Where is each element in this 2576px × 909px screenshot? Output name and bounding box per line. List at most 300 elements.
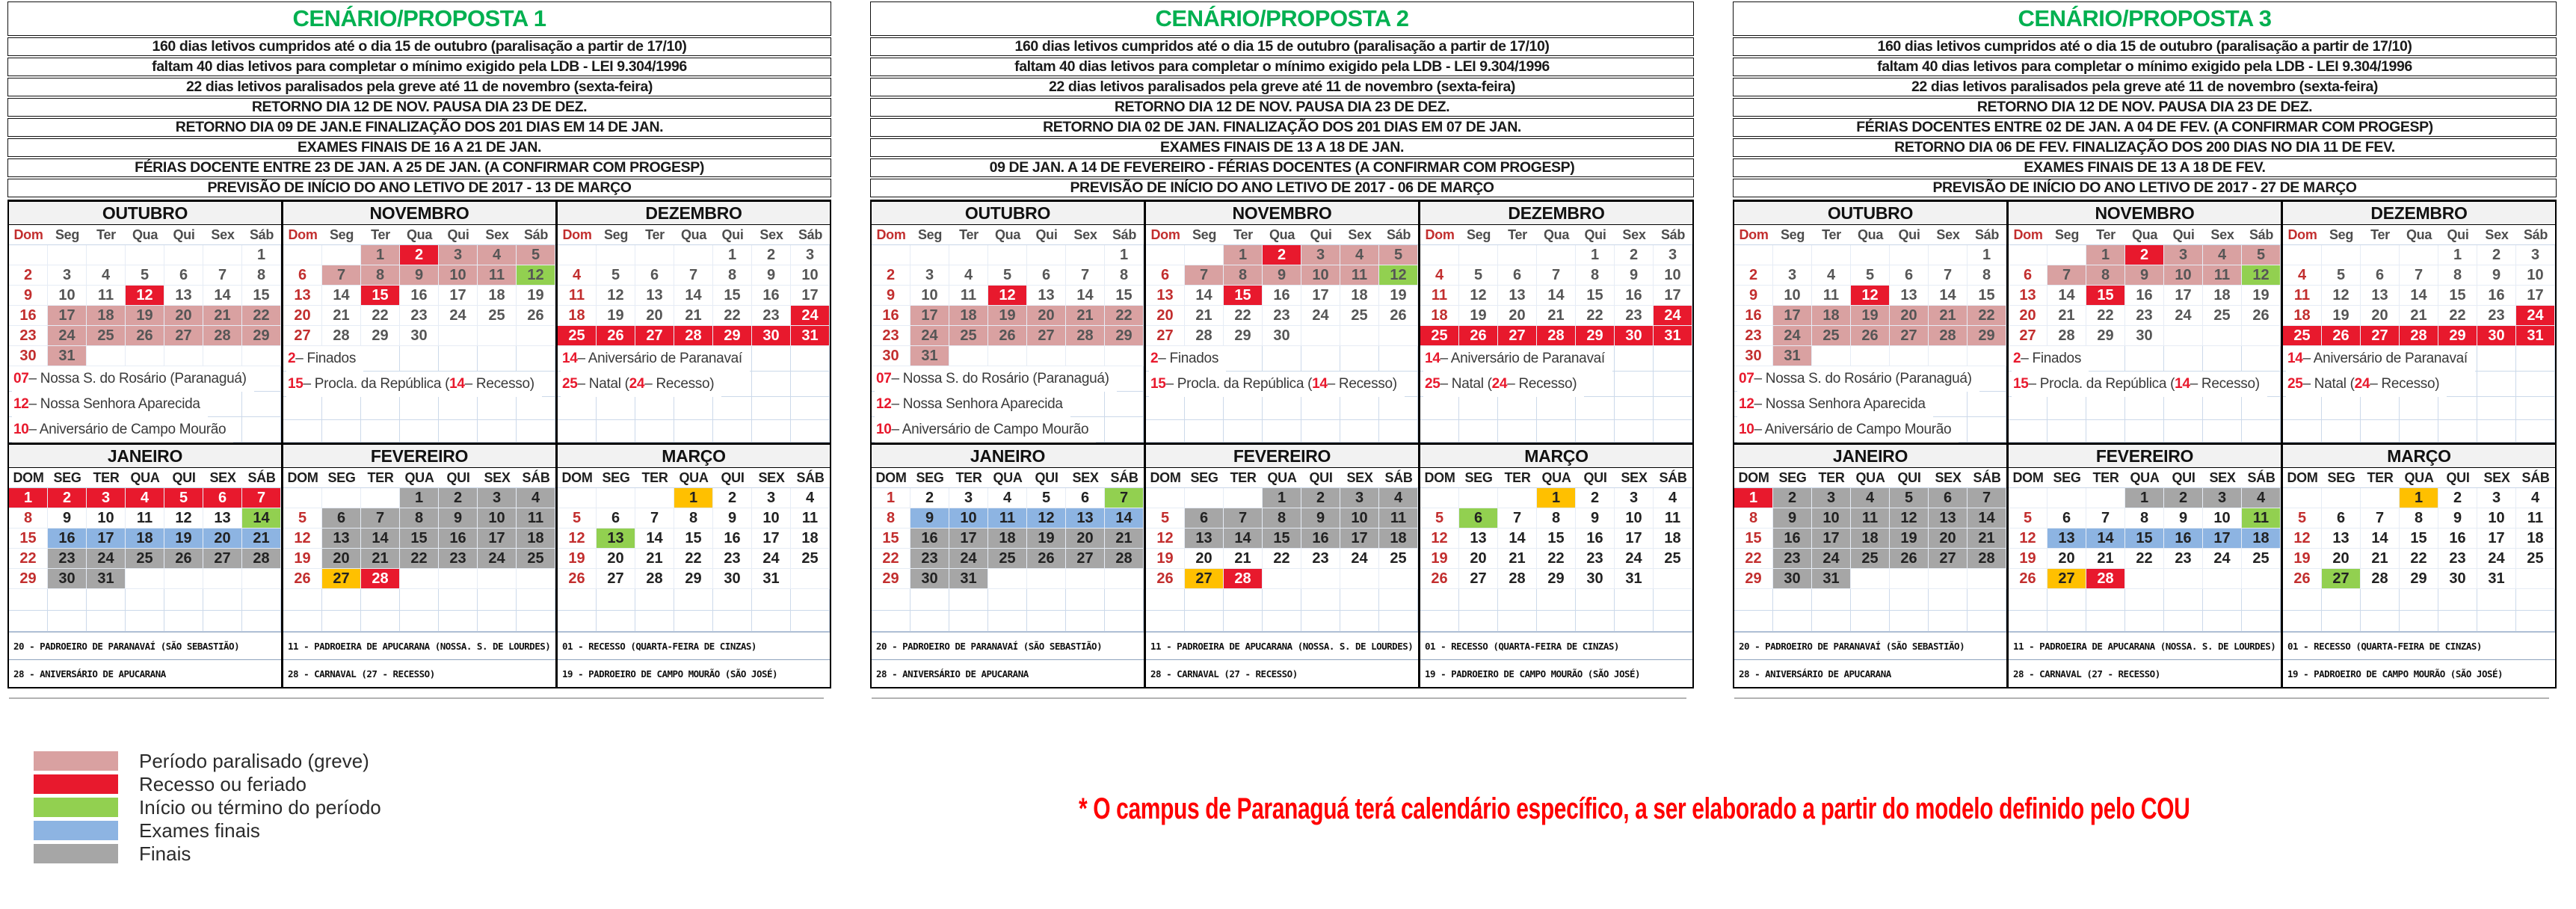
day-cell: 12	[1459, 286, 1498, 306]
weekday-header-cell: Dom	[2287, 227, 2317, 242]
day-cell: 20	[2322, 549, 2361, 569]
proposal-header-line: RETORNO DIA 12 DE NOV. PAUSA DIA 23 DE DEZ.	[1733, 98, 2557, 117]
day-cell: 22	[2125, 549, 2164, 569]
note-day-number: 24	[1491, 376, 1508, 392]
day-cell: 5	[1459, 265, 1498, 286]
month-note-row	[872, 366, 1144, 392]
day-cell	[283, 245, 322, 265]
month-footnote-text: 20 - PADROEIRO DE PARANAVAÍ (SÃO SEBASTIÃO)	[12, 632, 245, 659]
day-cell: 22	[242, 306, 281, 326]
note-text-fragment: – Procla. da República (	[1165, 376, 1313, 392]
weekday-header-cell: Ter	[1822, 227, 1841, 242]
calendar-week-row	[1146, 549, 1418, 569]
day-cell: 12	[2009, 529, 2047, 549]
grid-cell	[2047, 397, 2086, 420]
grid-cell	[517, 346, 555, 372]
day-cell: 19	[2283, 549, 2322, 569]
day-cell: 6	[597, 508, 635, 529]
legend-label: Início ou término do período	[139, 795, 381, 819]
day-cell: 12	[1890, 508, 1929, 529]
day-cell: 18	[2203, 286, 2242, 306]
calendar-row-oct-dec	[872, 202, 1692, 445]
grid-cell	[1890, 611, 1929, 632]
empty-grid-row	[558, 611, 830, 632]
day-cell: 6	[1890, 265, 1929, 286]
day-cell: 8	[1263, 508, 1301, 529]
empty-grid-row	[1734, 589, 2006, 611]
day-cell	[1459, 245, 1498, 265]
grid-cell	[1263, 589, 1301, 611]
calendar-row-oct-dec	[9, 202, 830, 445]
month-dezembro	[2281, 202, 2555, 443]
day-cell: 22	[674, 549, 713, 569]
day-cell	[2400, 245, 2438, 265]
day-cell	[1851, 245, 1890, 265]
month-grid	[283, 245, 555, 443]
day-cell: 31	[2477, 569, 2516, 589]
calendar-week-row	[872, 529, 1144, 549]
grid-cell	[1537, 420, 1576, 443]
day-cell: 16	[872, 306, 910, 326]
grid-cell	[635, 397, 674, 420]
note-day-number: 25	[562, 376, 578, 392]
month-note-row	[283, 372, 555, 397]
month-footnote-text: 11 - PADROEIRA DE APUCARANA (NOSSA. S. DE LOURDES)	[286, 632, 555, 659]
day-cell: 19	[1459, 306, 1498, 326]
day-cell: 27	[2322, 569, 2361, 589]
day-cell: 18	[1654, 529, 1692, 549]
day-cell: 26	[988, 326, 1027, 346]
day-cell: 2	[1576, 488, 1615, 508]
day-cell: 3	[1340, 488, 1379, 508]
day-cell: 6	[203, 488, 242, 508]
day-cell: 24	[1615, 549, 1654, 569]
grid-cell	[2477, 589, 2516, 611]
day-cell	[1066, 569, 1105, 589]
day-cell	[558, 488, 597, 508]
day-cell	[400, 569, 439, 589]
grid-cell	[1459, 420, 1498, 443]
day-cell: 16	[1734, 306, 1773, 326]
day-cell: 3	[1615, 488, 1654, 508]
note-text-fragment: – Aniversário de Campo Mourão	[28, 422, 227, 437]
proposal-header-line: RETORNO DIA 12 DE NOV. PAUSA DIA 23 DE DEZ.	[870, 98, 1694, 117]
day-cell	[439, 569, 478, 589]
grid-cell	[203, 392, 242, 417]
day-cell: 19	[1890, 529, 1929, 549]
day-cell: 15	[242, 286, 281, 306]
day-cell: 18	[988, 529, 1027, 549]
month-footnote-text: 19 - PADROEIRO DE CAMPO MOURÃO (SÃO JOSÉ)	[2286, 660, 2509, 687]
proposal-header-line: PREVISÃO DE INÍCIO DO ANO LETIVO DE 2017 - 06 DE MARÇO	[870, 179, 1694, 197]
month-março	[2281, 445, 2555, 687]
weekday-header-cell: Sáb	[523, 227, 549, 242]
weekday-header-cell: SÁB	[796, 469, 825, 485]
month-note-text	[286, 346, 363, 372]
grid-cell	[791, 397, 830, 420]
calendar-week-row	[283, 326, 555, 346]
grid-cell	[1420, 611, 1459, 632]
grid-cell	[988, 611, 1027, 632]
note-text-fragment: – Recesso)	[464, 376, 534, 392]
grid-cell	[2047, 589, 2086, 611]
day-cell: 16	[713, 529, 752, 549]
grid-cell	[2242, 346, 2281, 372]
grid-cell	[1773, 589, 1812, 611]
grid-cell	[2361, 420, 2400, 443]
calendar-week-row	[1420, 569, 1692, 589]
grid-cell	[558, 397, 597, 420]
month-janeiro	[872, 445, 1144, 687]
weekday-header-cell: Qua	[1857, 227, 1884, 242]
note-text-fragment: – Nossa Senhora Aparecida	[28, 396, 200, 412]
day-cell: 7	[1105, 488, 1144, 508]
day-cell: 8	[1734, 508, 1773, 529]
day-cell: 23	[1263, 306, 1301, 326]
weekday-header-cell: QUI	[1035, 469, 1059, 485]
day-cell: 2	[2164, 488, 2203, 508]
weekday-header-cell: Ter	[1233, 227, 1253, 242]
day-cell: 20	[1929, 529, 1968, 549]
grid-cell	[752, 346, 791, 372]
weekday-header-cell: Qua	[406, 227, 433, 242]
day-cell: 2	[439, 488, 478, 508]
month-note-row	[2009, 372, 2281, 397]
day-cell: 9	[439, 508, 478, 529]
month-outubro	[872, 202, 1144, 443]
month-title: OUTUBRO	[1734, 202, 2006, 225]
note-text-fragment: – Finados	[295, 351, 357, 366]
day-cell: 11	[1851, 508, 1890, 529]
day-cell: 23	[713, 549, 752, 569]
day-cell	[1105, 569, 1144, 589]
day-cell: 25	[478, 306, 517, 326]
note-text-fragment: – Procla. da República (	[2028, 376, 2175, 392]
day-cell: 24	[1301, 306, 1340, 326]
grid-cell	[1185, 589, 1224, 611]
note-day-number: 24	[2354, 376, 2370, 392]
weekday-header-cell: Dom	[1425, 227, 1455, 242]
calendar-week-row	[9, 549, 281, 569]
month-fevereiro	[281, 445, 555, 687]
day-cell	[361, 488, 400, 508]
weekday-header-cell: SEX	[484, 469, 511, 485]
day-cell: 15	[1968, 286, 2006, 306]
day-cell	[1929, 569, 1968, 589]
day-cell: 25	[1654, 549, 1692, 569]
calendar-week-row	[9, 286, 281, 306]
grid-cell	[2242, 397, 2281, 420]
grid-cell	[1654, 589, 1692, 611]
weekday-header-cell: DOM	[1424, 469, 1455, 485]
weekday-header-cell: SÁB	[1659, 469, 1687, 485]
calendar-week-row	[1420, 245, 1692, 265]
day-cell: 9	[910, 508, 949, 529]
day-cell: 30	[910, 569, 949, 589]
calendar-week-row	[2283, 508, 2555, 529]
weekday-header-cell: Ter	[2096, 227, 2116, 242]
empty-grid-row	[283, 611, 555, 632]
day-cell: 1	[2400, 488, 2438, 508]
day-cell: 28	[1537, 326, 1576, 346]
day-cell	[87, 245, 126, 265]
grid-cell	[1301, 589, 1340, 611]
grid-cell	[872, 589, 910, 611]
proposal-header-line: EXAMES FINAIS DE 16 A 21 DE JAN.	[7, 138, 831, 157]
grid-cell	[1263, 397, 1301, 420]
day-cell: 25	[1812, 326, 1851, 346]
day-cell: 30	[9, 346, 48, 366]
grid-cell	[713, 420, 752, 443]
day-cell: 11	[1812, 286, 1851, 306]
day-cell	[164, 346, 203, 366]
day-cell: 14	[2047, 286, 2086, 306]
note-day-number: 07	[876, 371, 892, 386]
grid-cell	[242, 392, 281, 417]
day-cell: 29	[2086, 326, 2125, 346]
day-cell: 4	[1420, 265, 1459, 286]
day-cell	[1066, 346, 1105, 366]
month-note-row	[1420, 346, 1692, 372]
day-cell: 1	[361, 245, 400, 265]
day-cell: 17	[87, 529, 126, 549]
weekday-header-cell: SEX	[1621, 469, 1648, 485]
grid-cell	[1968, 417, 2006, 443]
day-cell: 3	[791, 245, 830, 265]
month-note-text	[286, 372, 542, 397]
grid-cell	[713, 397, 752, 420]
day-cell: 22	[1734, 549, 1773, 569]
day-cell	[439, 326, 478, 346]
grid-cell	[1027, 589, 1066, 611]
day-cell: 1	[1224, 245, 1263, 265]
day-cell: 7	[1968, 488, 2006, 508]
day-cell	[2047, 245, 2086, 265]
day-cell	[1968, 569, 2006, 589]
calendar-week-row	[283, 306, 555, 326]
day-cell: 29	[1105, 326, 1144, 346]
day-cell	[1379, 326, 1418, 346]
month-title: MARÇO	[558, 445, 830, 468]
day-cell: 26	[597, 326, 635, 346]
grid-cell	[1459, 611, 1498, 632]
empty-grid-row	[283, 589, 555, 611]
proposal-header-line: EXAMES FINAIS DE 13 A 18 DE FEV.	[1733, 158, 2557, 177]
weekday-header-cell: Seg	[2054, 227, 2080, 242]
weekday-header-cell: SEG	[1464, 469, 1493, 485]
calendar-week-row	[2009, 286, 2281, 306]
day-cell	[1734, 245, 1773, 265]
grid-cell	[9, 611, 48, 632]
grid-cell	[558, 420, 597, 443]
grid-cell	[517, 397, 555, 420]
weekday-header-cell: Ter	[645, 227, 665, 242]
calendar-week-row	[2009, 549, 2281, 569]
month-grid	[1734, 245, 2006, 443]
weekday-header-cell: Sex	[2485, 227, 2509, 242]
day-cell: 26	[126, 326, 164, 346]
weekday-header-row	[1146, 468, 1418, 488]
proposal-header-line: 160 dias letivos cumpridos até o dia 15 de outubro (paralisação a partir de 17/10)	[7, 37, 831, 56]
day-cell: 13	[1498, 286, 1537, 306]
day-cell	[2361, 488, 2400, 508]
day-cell: 26	[1890, 549, 1929, 569]
day-cell: 29	[242, 326, 281, 346]
day-cell: 17	[910, 306, 949, 326]
grid-cell	[2516, 397, 2555, 420]
day-cell: 28	[1968, 549, 2006, 569]
month-footnote-row	[2283, 632, 2555, 659]
calendar-week-row	[1146, 508, 1418, 529]
grid-cell	[478, 397, 517, 420]
note-text-fragment: – Nossa S. do Rosário (Paranaguá)	[28, 371, 247, 386]
month-grid	[1420, 488, 1692, 687]
day-cell: 1	[1537, 488, 1576, 508]
day-cell: 29	[1734, 569, 1773, 589]
grid-cell	[1340, 420, 1379, 443]
day-cell: 16	[2438, 529, 2477, 549]
paranagua-footnote: * O campus de Paranaguá terá calendário específico, a ser elaborado a partir do modelo definido pelo COU	[1079, 792, 2190, 825]
weekday-header-cell: SÁB	[2247, 469, 2275, 485]
day-cell: 22	[2400, 549, 2438, 569]
month-fevereiro	[1144, 445, 1418, 687]
day-cell: 20	[283, 306, 322, 326]
month-title: FEVEREIRO	[1146, 445, 1418, 468]
day-cell	[1340, 326, 1379, 346]
weekday-header-cell: Qua	[994, 227, 1021, 242]
note-day-number: 10	[1739, 422, 1754, 437]
day-cell	[126, 569, 164, 589]
day-cell	[1537, 245, 1576, 265]
calendar-week-row	[872, 265, 1144, 286]
day-cell: 30	[2125, 326, 2164, 346]
day-cell: 28	[635, 569, 674, 589]
day-cell: 20	[322, 549, 361, 569]
month-grid	[1146, 245, 1418, 443]
day-cell: 26	[558, 569, 597, 589]
month-note-text	[875, 366, 1117, 392]
month-note-row	[872, 417, 1144, 443]
day-cell	[1420, 488, 1459, 508]
day-cell: 7	[203, 265, 242, 286]
note-text-fragment: – Finados	[2021, 351, 2082, 366]
calendar-week-row	[2283, 569, 2555, 589]
day-cell	[988, 245, 1027, 265]
day-cell	[949, 346, 988, 366]
calendar-week-row	[283, 488, 555, 508]
day-cell: 22	[1105, 306, 1144, 326]
day-cell: 8	[2438, 265, 2477, 286]
grid-cell	[1379, 420, 1418, 443]
note-day-number: 25	[2287, 376, 2303, 392]
grid-cell	[1146, 420, 1185, 443]
day-cell: 3	[439, 245, 478, 265]
day-cell: 21	[1537, 306, 1576, 326]
day-cell: 18	[87, 306, 126, 326]
grid-cell	[1968, 611, 2006, 632]
month-footnote-text: 19 - PADROEIRO DE CAMPO MOURÃO (SÃO JOSÉ)	[1423, 660, 1646, 687]
weekday-header-cell: Qua	[1543, 227, 1570, 242]
weekday-header-cell: Qui	[1035, 227, 1058, 242]
grid-cell	[1890, 589, 1929, 611]
day-cell	[126, 346, 164, 366]
day-cell: 12	[126, 286, 164, 306]
calendar-week-row	[558, 529, 830, 549]
day-cell: 16	[1576, 529, 1615, 549]
weekday-header-cell: Dom	[562, 227, 592, 242]
grid-cell	[9, 589, 48, 611]
day-cell	[2361, 245, 2400, 265]
empty-grid-row	[2009, 397, 2281, 420]
weekday-header-cell: TER	[2367, 469, 2394, 485]
weekday-header-cell: SEX	[209, 469, 236, 485]
day-cell: 11	[1379, 508, 1418, 529]
day-cell: 1	[1968, 245, 2006, 265]
month-grid	[283, 488, 555, 687]
day-cell: 7	[2086, 508, 2125, 529]
day-cell	[1498, 245, 1537, 265]
month-footnote-row	[2009, 659, 2281, 687]
day-cell: 28	[2047, 326, 2086, 346]
calendar-week-row	[283, 549, 555, 569]
day-cell: 29	[361, 326, 400, 346]
weekday-header-cell: Qua	[132, 227, 158, 242]
day-cell: 24	[2516, 306, 2555, 326]
calendar-row-jan-mar	[9, 445, 830, 687]
day-cell: 16	[2477, 286, 2516, 306]
day-cell: 23	[872, 326, 910, 346]
day-cell: 20	[1185, 549, 1224, 569]
calendar-row-oct-dec	[1734, 202, 2555, 445]
month-footnote-text: 28 - ANIVERSÁRIO DE APUCARANA	[12, 660, 172, 687]
month-footnote-row	[283, 632, 555, 659]
day-cell: 8	[1224, 265, 1263, 286]
month-note-text	[2012, 346, 2089, 372]
month-title: DEZEMBRO	[2283, 202, 2555, 225]
note-day-number: 2	[2013, 351, 2021, 366]
grid-cell	[2283, 397, 2322, 420]
proposal-header-line: 160 dias letivos cumpridos até o dia 15 de outubro (paralisação a partir de 17/10)	[870, 37, 1694, 56]
grid-cell	[791, 589, 830, 611]
legend-color-swatch	[34, 821, 118, 840]
day-cell: 28	[2086, 569, 2125, 589]
month-note-text	[2286, 346, 2475, 372]
day-cell: 30	[1615, 326, 1654, 346]
day-cell: 15	[361, 286, 400, 306]
legend-item	[34, 795, 381, 819]
day-cell: 7	[2400, 265, 2438, 286]
day-cell	[164, 245, 203, 265]
day-cell: 14	[1105, 508, 1144, 529]
proposal-header-line: faltam 40 dias letivos para completar o mínimo exigido pela LDB - LEI 9.304/1996	[7, 58, 831, 76]
day-cell: 5	[2009, 508, 2047, 529]
day-cell: 14	[242, 508, 281, 529]
day-cell: 30	[2438, 569, 2477, 589]
day-cell: 10	[1615, 508, 1654, 529]
weekday-header-cell: QUA	[1541, 469, 1571, 485]
day-cell: 10	[478, 508, 517, 529]
grid-cell	[2477, 420, 2516, 443]
day-cell: 11	[87, 286, 126, 306]
weekday-header-cell: Sex	[759, 227, 783, 242]
calendar-week-row	[2009, 326, 2281, 346]
grid-cell	[1263, 420, 1301, 443]
grid-cell	[1734, 589, 1773, 611]
month-title: DEZEMBRO	[1420, 202, 1692, 225]
day-cell: 2	[48, 488, 87, 508]
day-cell	[164, 569, 203, 589]
day-cell: 28	[203, 326, 242, 346]
